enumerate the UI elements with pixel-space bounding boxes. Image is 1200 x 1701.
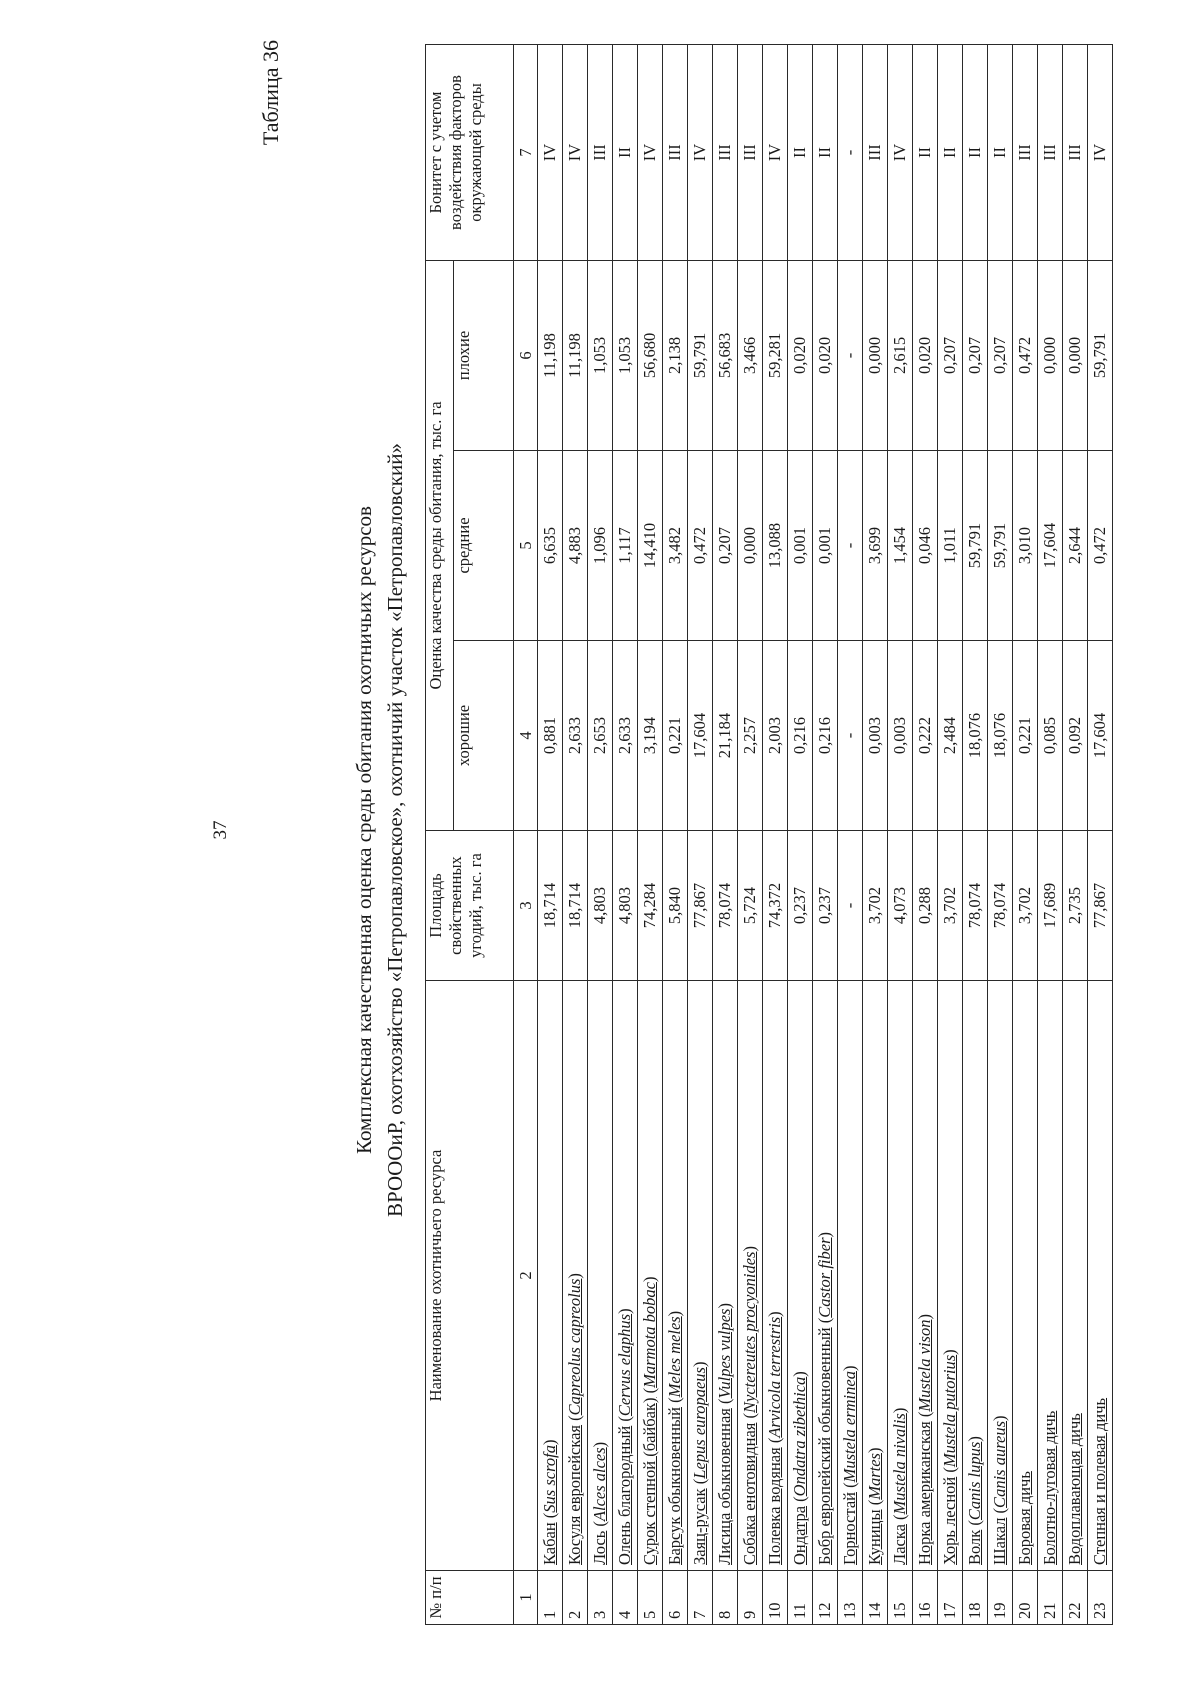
row-number: 12 bbox=[813, 1571, 838, 1625]
medium-value: 0,472 bbox=[1088, 451, 1113, 641]
area-value: 78,074 bbox=[963, 831, 988, 981]
area-value: 0,237 bbox=[813, 831, 838, 981]
resource-name: Барсук обыкновенный bbox=[665, 1407, 684, 1565]
medium-value: 13,088 bbox=[763, 451, 788, 641]
resource-latin-name: Ondatra zibethica bbox=[790, 1376, 809, 1497]
bonitet-value: II bbox=[938, 44, 963, 260]
column-number: 6 bbox=[514, 260, 538, 450]
bad-value: 0,207 bbox=[938, 260, 963, 450]
medium-value: 0,046 bbox=[913, 451, 938, 641]
area-value: 5,724 bbox=[738, 831, 763, 981]
table-row bbox=[588, 44, 613, 1624]
bad-value: 0,020 bbox=[788, 260, 813, 450]
bonitet-value: IV bbox=[538, 44, 563, 260]
row-number: 13 bbox=[838, 1571, 863, 1625]
resource-name: Боровая дичь bbox=[1015, 1471, 1034, 1565]
resource-name-cell: Лисица обыкновенная (Vulpes vulpes) bbox=[713, 981, 738, 1571]
bad-value: 2,615 bbox=[888, 260, 913, 450]
bonitet-value: III bbox=[738, 44, 763, 260]
medium-value: 3,699 bbox=[863, 451, 888, 641]
resource-latin-name: Marmota bobac bbox=[640, 1282, 659, 1388]
resource-name-cell: Хорь лесной (Mustela putorius) bbox=[938, 981, 963, 1571]
resource-name-cell: Волк (Canis lupus) bbox=[963, 981, 988, 1571]
bad-value: 3,466 bbox=[738, 260, 763, 450]
area-value: 4,073 bbox=[888, 831, 913, 981]
bad-value: 0,000 bbox=[863, 260, 888, 450]
good-value: 2,484 bbox=[938, 641, 963, 831]
bonitet-value: IV bbox=[638, 44, 663, 260]
area-value: - bbox=[838, 831, 863, 981]
row-number: 20 bbox=[1013, 1571, 1038, 1625]
resource-latin-name: Canis aureus bbox=[990, 1420, 1009, 1508]
row-number: 17 bbox=[938, 1571, 963, 1625]
table-row bbox=[1038, 44, 1063, 1624]
table-row bbox=[763, 44, 788, 1624]
bad-value: 0,000 bbox=[1063, 260, 1088, 450]
medium-value: 1,117 bbox=[613, 451, 638, 641]
resource-latin-name: Vulpes vulpes bbox=[715, 1308, 734, 1399]
table-row bbox=[713, 44, 738, 1624]
row-number: 3 bbox=[588, 1571, 613, 1625]
medium-value: 3,482 bbox=[663, 451, 688, 641]
bonitet-value: - bbox=[838, 44, 863, 260]
resource-name: Лисица обыкновенная bbox=[715, 1408, 734, 1565]
area-value: 17,689 bbox=[1038, 831, 1063, 981]
bonitet-value: III bbox=[863, 44, 888, 260]
table-row bbox=[888, 44, 913, 1624]
area-value: 0,237 bbox=[788, 831, 813, 981]
resource-name-cell: Кабан (Sus scrofa) bbox=[538, 981, 563, 1571]
good-value: 0,216 bbox=[788, 641, 813, 831]
bonitet-value: II bbox=[913, 44, 938, 260]
table-row bbox=[563, 44, 588, 1624]
resource-name: Ондатра bbox=[790, 1505, 809, 1565]
good-value: 0,221 bbox=[1013, 641, 1038, 831]
row-number: 9 bbox=[738, 1571, 763, 1625]
bad-value: 59,791 bbox=[1088, 260, 1113, 450]
resource-latin-name: Cervus elaphus bbox=[615, 1313, 634, 1417]
bad-value: 56,680 bbox=[638, 260, 663, 450]
medium-value: 59,791 bbox=[963, 451, 988, 641]
area-value: 3,702 bbox=[1013, 831, 1038, 981]
bad-value: 2,138 bbox=[663, 260, 688, 450]
resource-name: Норка американская bbox=[915, 1421, 934, 1565]
bad-value: 1,053 bbox=[613, 260, 638, 450]
resource-latin-name: Lepus europaeus bbox=[690, 1367, 709, 1479]
area-value: 5,840 bbox=[663, 831, 688, 981]
medium-value: 1,096 bbox=[588, 451, 613, 641]
good-value: 0,003 bbox=[863, 641, 888, 831]
area-value: 18,714 bbox=[563, 831, 588, 981]
rotated-page bbox=[200, 20, 1200, 1640]
resource-name-cell: Ондатра (Ondatra zibethica) bbox=[788, 981, 813, 1571]
row-number: 1 bbox=[538, 1571, 563, 1625]
page-number: 37 bbox=[210, 820, 231, 840]
resource-name: Косуля европейская bbox=[565, 1424, 584, 1565]
resource-name-cell: Бобр европейский обыкновенный (Castor fiber) bbox=[813, 981, 838, 1571]
bad-value: 0,020 bbox=[913, 260, 938, 450]
medium-value: 6,635 bbox=[538, 451, 563, 641]
row-number: 8 bbox=[713, 1571, 738, 1625]
bonitet-value: III bbox=[663, 44, 688, 260]
resource-latin-name: Mustela vison bbox=[915, 1319, 934, 1412]
good-value: 0,222 bbox=[913, 641, 938, 831]
bad-value: 0,020 bbox=[813, 260, 838, 450]
row-number: 16 bbox=[913, 1571, 938, 1625]
resource-name: Болотно-луговая дичь bbox=[1040, 1410, 1059, 1565]
row-number: 7 bbox=[688, 1571, 713, 1625]
table-row bbox=[963, 44, 988, 1624]
resource-latin-name: Sus scrofa bbox=[540, 1445, 559, 1513]
resource-name: Заяц-русак bbox=[690, 1488, 709, 1565]
resource-name: Лось bbox=[590, 1530, 609, 1565]
medium-value: 4,883 bbox=[563, 451, 588, 641]
resource-name-cell: Барсук обыкновенный (Meles meles) bbox=[663, 981, 688, 1571]
table-title-line-1: Комплексная качественная оценка среды обитания охотничьих ресурсов bbox=[352, 506, 376, 1154]
resource-name-cell: Шакал (Canis aureus) bbox=[988, 981, 1013, 1571]
bad-value: 0,472 bbox=[1013, 260, 1038, 450]
row-number: 19 bbox=[988, 1571, 1013, 1625]
row-number: 15 bbox=[888, 1571, 913, 1625]
bonitet-value: III bbox=[588, 44, 613, 260]
bonitet-value: II bbox=[788, 44, 813, 260]
table-row bbox=[988, 44, 1013, 1624]
resource-latin-name: Arvicola terrestris bbox=[765, 1316, 784, 1438]
good-value: 3,194 bbox=[638, 641, 663, 831]
good-value: 0,003 bbox=[888, 641, 913, 831]
bad-value: 11,198 bbox=[538, 260, 563, 450]
table-row bbox=[738, 44, 763, 1624]
resource-name-cell: Собака енотовидная (Nyctereutes procyonides) bbox=[738, 981, 763, 1571]
medium-value: 0,207 bbox=[713, 451, 738, 641]
table-row bbox=[538, 44, 563, 1624]
table-title-line-2: ВРОООиР, охотхозяйство «Петропавловское», охотничий участок «Петропавловский» bbox=[383, 443, 407, 1217]
resource-name: Куницы bbox=[865, 1509, 884, 1565]
medium-value: 14,410 bbox=[638, 451, 663, 641]
column-number: 4 bbox=[514, 641, 538, 831]
area-value: 77,867 bbox=[688, 831, 713, 981]
medium-value: 59,791 bbox=[988, 451, 1013, 641]
resource-name: Бобр европейский обыкновенный bbox=[815, 1327, 834, 1565]
resource-name-cell: Олень благородный (Cervus elaphus) bbox=[613, 981, 638, 1571]
area-value: 18,714 bbox=[538, 831, 563, 981]
resource-latin-name: Mustela putorius bbox=[940, 1354, 959, 1468]
table-body bbox=[538, 44, 1113, 1624]
bonitet-value: III bbox=[1013, 44, 1038, 260]
header-bonitet: Бонитет с учетом воздействия факторов окружающей среды bbox=[426, 44, 514, 260]
good-value: 2,633 bbox=[563, 641, 588, 831]
table-row bbox=[613, 44, 638, 1624]
area-value: 3,702 bbox=[938, 831, 963, 981]
resource-latin-name: Mustela erminea bbox=[840, 1371, 859, 1483]
table-container bbox=[425, 45, 1113, 1625]
bad-value: 59,791 bbox=[688, 260, 713, 450]
area-value: 78,074 bbox=[713, 831, 738, 981]
bonitet-value: II bbox=[813, 44, 838, 260]
good-value: 18,076 bbox=[963, 641, 988, 831]
bonitet-value: IV bbox=[688, 44, 713, 260]
resource-name: Олень благородный bbox=[615, 1425, 634, 1565]
table-row bbox=[863, 44, 888, 1624]
resource-name-cell bbox=[1038, 981, 1063, 1571]
resource-name-cell: Горностай (Mustela erminea) bbox=[838, 981, 863, 1571]
resource-latin-name: Canis lupus bbox=[965, 1441, 984, 1521]
bad-value: 1,053 bbox=[588, 260, 613, 450]
header-area: Площадь свойственных угодий, тыс. га bbox=[426, 831, 514, 981]
resource-name: Ласка bbox=[890, 1524, 909, 1565]
bonitet-value: III bbox=[1038, 44, 1063, 260]
medium-value: 0,001 bbox=[813, 451, 838, 641]
resource-name-cell: Заяц-русак (Lepus europaeus) bbox=[688, 981, 713, 1571]
resource-name: Шакал bbox=[990, 1517, 1009, 1565]
medium-value: 0,001 bbox=[788, 451, 813, 641]
row-number: 22 bbox=[1063, 1571, 1088, 1625]
good-value: 0,092 bbox=[1063, 641, 1088, 831]
area-value: 78,074 bbox=[988, 831, 1013, 981]
medium-value: 2,644 bbox=[1063, 451, 1088, 641]
bonitet-value: II bbox=[613, 44, 638, 260]
area-value: 2,735 bbox=[1063, 831, 1088, 981]
resource-name-cell: Лось (Alces alces) bbox=[588, 981, 613, 1571]
good-value: 18,076 bbox=[988, 641, 1013, 831]
resource-latin-name: Martes bbox=[865, 1453, 884, 1500]
good-value: 2,653 bbox=[588, 641, 613, 831]
resource-name-cell bbox=[1063, 981, 1088, 1571]
good-value: 2,257 bbox=[738, 641, 763, 831]
row-number: 6 bbox=[663, 1571, 688, 1625]
bonitet-value: IV bbox=[763, 44, 788, 260]
column-number: 1 bbox=[514, 1571, 538, 1625]
resource-name-cell: Полевка водяная (Arvicola terrestris) bbox=[763, 981, 788, 1571]
table-row bbox=[913, 44, 938, 1624]
medium-value: 17,604 bbox=[1038, 451, 1063, 641]
table-row bbox=[638, 44, 663, 1624]
medium-value: 1,011 bbox=[938, 451, 963, 641]
medium-value: 3,010 bbox=[1013, 451, 1038, 641]
row-number: 2 bbox=[563, 1571, 588, 1625]
row-number: 4 bbox=[613, 1571, 638, 1625]
table-row bbox=[663, 44, 688, 1624]
table-row bbox=[838, 44, 863, 1624]
resource-name: Кабан bbox=[540, 1522, 559, 1565]
header-assessment: Оценка качества среды обитания, тыс. га bbox=[426, 260, 454, 830]
row-number: 14 bbox=[863, 1571, 888, 1625]
header-no: № п/п bbox=[426, 1571, 514, 1625]
bonitet-value: III bbox=[1063, 44, 1088, 260]
resource-latin-name: Capreolus capreolus bbox=[565, 1278, 584, 1416]
header-good: хорошие bbox=[454, 641, 514, 831]
resource-name: Водоплавающая дичь bbox=[1065, 1413, 1084, 1565]
resource-name: Хорь лесной bbox=[940, 1476, 959, 1565]
habitat-assessment-table bbox=[425, 44, 1113, 1625]
table-row bbox=[1088, 44, 1113, 1624]
table-number: Таблица 36 bbox=[258, 40, 283, 146]
row-number: 21 bbox=[1038, 1571, 1063, 1625]
area-value: 0,288 bbox=[913, 831, 938, 981]
bonitet-value: IV bbox=[888, 44, 913, 260]
area-value: 74,284 bbox=[638, 831, 663, 981]
medium-value: 0,472 bbox=[688, 451, 713, 641]
good-value: 0,221 bbox=[663, 641, 688, 831]
good-value: 0,881 bbox=[538, 641, 563, 831]
resource-name-cell: Ласка (Mustela nivalis) bbox=[888, 981, 913, 1571]
bad-value: - bbox=[838, 260, 863, 450]
header-name: Наименование охотничьего ресурса bbox=[426, 981, 514, 1571]
bonitet-value: II bbox=[988, 44, 1013, 260]
good-value: 21,184 bbox=[713, 641, 738, 831]
table-row bbox=[788, 44, 813, 1624]
resource-latin-name: Castor fiber bbox=[815, 1237, 834, 1318]
resource-name: Степная и полевая дичь bbox=[1090, 1397, 1109, 1565]
resource-name: Полевка водяная bbox=[765, 1447, 784, 1565]
resource-name-cell: Норка американская (Mustela vison) bbox=[913, 981, 938, 1571]
bad-value: 0,207 bbox=[988, 260, 1013, 450]
medium-value: - bbox=[838, 451, 863, 641]
resource-name: Волк bbox=[965, 1529, 984, 1565]
table-row bbox=[813, 44, 838, 1624]
bad-value: 11,198 bbox=[563, 260, 588, 450]
row-number: 5 bbox=[638, 1571, 663, 1625]
area-value: 3,702 bbox=[863, 831, 888, 981]
row-number: 23 bbox=[1088, 1571, 1113, 1625]
header-medium: средние bbox=[454, 451, 514, 641]
area-value: 74,372 bbox=[763, 831, 788, 981]
resource-name-cell: Куницы (Martes) bbox=[863, 981, 888, 1571]
table-row bbox=[688, 44, 713, 1624]
resource-latin-name: Mustela nivalis bbox=[890, 1413, 909, 1515]
area-value: 77,867 bbox=[1088, 831, 1113, 981]
good-value: 0,216 bbox=[813, 641, 838, 831]
resource-name-cell: Косуля европейская (Capreolus capreolus) bbox=[563, 981, 588, 1571]
resource-latin-name: Nyctereutes procyonides bbox=[740, 1251, 759, 1413]
medium-value: 0,000 bbox=[738, 451, 763, 641]
resource-name-cell: Сурок степной (байбак) (Marmota bobac) bbox=[638, 981, 663, 1571]
bad-value: 59,281 bbox=[763, 260, 788, 450]
resource-name-cell bbox=[1013, 981, 1038, 1571]
good-value: - bbox=[838, 641, 863, 831]
bad-value: 0,000 bbox=[1038, 260, 1063, 450]
bad-value: 56,683 bbox=[713, 260, 738, 450]
column-number: 2 bbox=[514, 981, 538, 1571]
bonitet-value: IV bbox=[1088, 44, 1113, 260]
good-value: 0,085 bbox=[1038, 641, 1063, 831]
row-number: 11 bbox=[788, 1571, 813, 1625]
header-bad: плохие bbox=[454, 260, 514, 450]
bonitet-value: IV bbox=[563, 44, 588, 260]
column-number: 3 bbox=[514, 831, 538, 981]
bonitet-value: III bbox=[713, 44, 738, 260]
row-number: 10 bbox=[763, 1571, 788, 1625]
resource-name-cell bbox=[1088, 981, 1113, 1571]
column-number: 5 bbox=[514, 451, 538, 641]
medium-value: 1,454 bbox=[888, 451, 913, 641]
resource-latin-name: Meles meles bbox=[665, 1316, 684, 1398]
table-row bbox=[938, 44, 963, 1624]
table-row bbox=[1013, 44, 1038, 1624]
good-value: 17,604 bbox=[688, 641, 713, 831]
area-value: 4,803 bbox=[588, 831, 613, 981]
resource-name: Собака енотовидная bbox=[740, 1422, 759, 1565]
bad-value: 0,207 bbox=[963, 260, 988, 450]
table-row bbox=[1063, 44, 1088, 1624]
area-value: 4,803 bbox=[613, 831, 638, 981]
good-value: 2,003 bbox=[763, 641, 788, 831]
resource-name: Сурок степной (байбак) bbox=[640, 1397, 659, 1565]
bonitet-value: II bbox=[963, 44, 988, 260]
good-value: 17,604 bbox=[1088, 641, 1113, 831]
resource-latin-name: Alces alces bbox=[590, 1447, 609, 1522]
column-number: 7 bbox=[514, 44, 538, 260]
resource-name: Горностай bbox=[840, 1492, 859, 1565]
row-number: 18 bbox=[963, 1571, 988, 1625]
good-value: 2,633 bbox=[613, 641, 638, 831]
